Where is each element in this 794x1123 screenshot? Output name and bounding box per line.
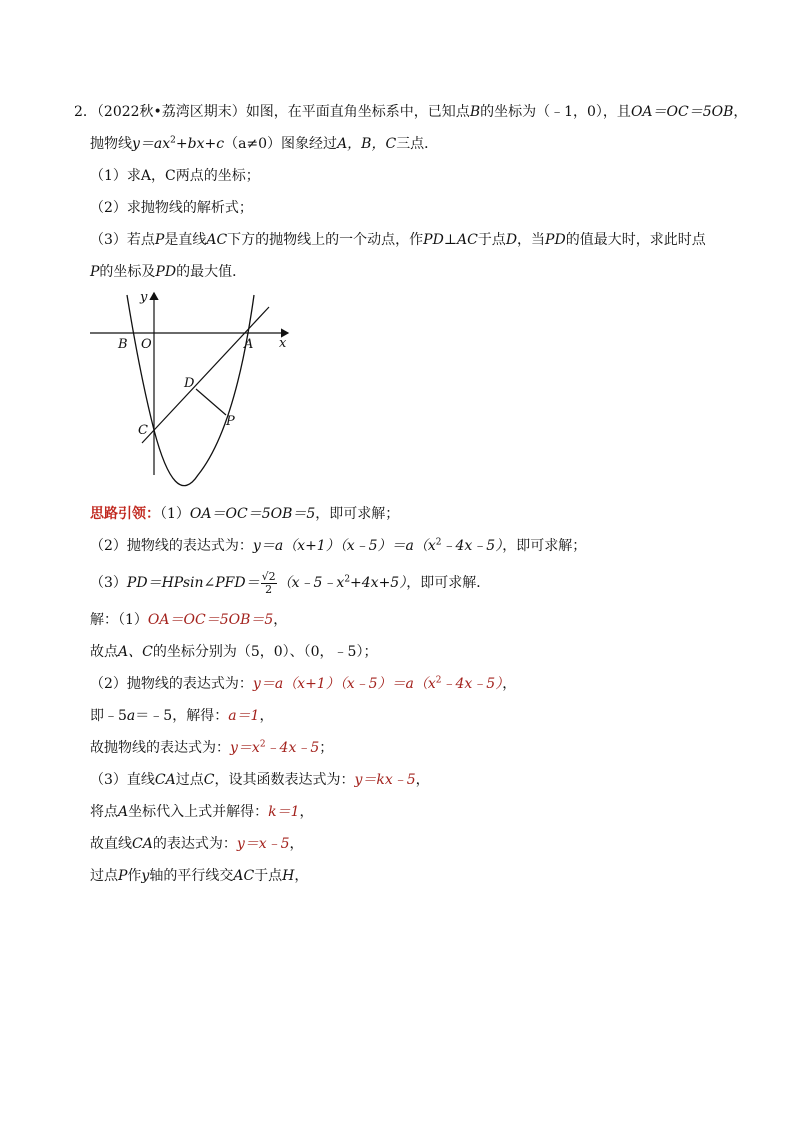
question-3-line-2 — [90, 262, 246, 282]
coordinate-figure — [80, 285, 300, 495]
text: ， — [273, 612, 288, 628]
text: 解：（1） — [90, 612, 148, 628]
solution-eq: y＝a（x+1）（x﹣5）＝a（x — [252, 676, 436, 692]
punct: ， — [733, 104, 748, 120]
text: 将点 — [90, 804, 118, 820]
text: ， — [415, 772, 430, 788]
hint-eq: （x﹣5﹣x — [277, 575, 345, 591]
parabola-eq-rest: +bx+c — [175, 136, 225, 152]
hint-line-3 — [90, 568, 490, 598]
text: 的坐标分别为（5，0）、（0，﹣5）； — [152, 644, 378, 660]
text: ，设其函数表达式为： — [214, 772, 355, 788]
var: H — [282, 868, 295, 884]
sup: 2 — [435, 675, 442, 686]
points: A，B，C — [337, 136, 397, 152]
sup: 2 — [435, 537, 442, 548]
solution-eq: y＝kx﹣5 — [354, 772, 416, 788]
solution-eq: k＝1 — [268, 804, 300, 820]
problem-coord: 的坐标为（﹣1，0），且 — [480, 104, 631, 120]
text: （3）直线 — [90, 772, 155, 788]
question-2: （2）求抛物线的解析式； — [90, 200, 253, 216]
problem-number: 2． — [74, 104, 97, 120]
text: 的最大值． — [176, 264, 247, 280]
text: （1） — [160, 506, 190, 522]
text: ， — [289, 836, 304, 852]
point-b-ref: B — [469, 104, 481, 120]
problem-source: （2022秋•荔湾区期末） — [96, 104, 246, 120]
text: （3） — [90, 575, 127, 591]
label-p: P — [226, 414, 235, 429]
sup: 2 — [259, 739, 266, 750]
var-y: y — [132, 136, 140, 152]
text: 故抛物线的表达式为： — [90, 740, 230, 756]
question-1: （1）求A，C两点的坐标； — [90, 168, 260, 184]
sup: 2 — [344, 574, 351, 585]
solution-line-8 — [90, 866, 308, 886]
label-y: y — [140, 290, 148, 305]
segment-pd — [196, 389, 226, 415]
text: ， — [259, 708, 274, 724]
label-x: x — [279, 336, 287, 351]
text: 故直线 — [90, 836, 132, 852]
label-b: B — [118, 337, 128, 352]
text: 即﹣5 — [90, 708, 127, 724]
text: （2）抛物线的表达式为： — [90, 676, 253, 692]
text: ＝﹣5，解得： — [135, 708, 229, 724]
problem-line-1 — [74, 102, 747, 122]
problem-stem: 如图，在平面直角坐标系中，已知点 — [245, 104, 470, 120]
condition: （a≠0）图象经过 — [224, 136, 338, 152]
label-d: D — [184, 376, 195, 391]
text: ； — [319, 740, 334, 756]
text: 三点． — [396, 136, 439, 152]
var: AC — [233, 868, 255, 884]
hint-eq: PD＝HPsin∠PFD＝ — [126, 575, 260, 591]
solution-line-4 — [90, 738, 333, 758]
text: ，即可求解． — [406, 575, 491, 591]
text: 于点 — [254, 868, 283, 884]
hint-line-2 — [90, 536, 586, 556]
solution-eq: y＝x﹣5 — [236, 836, 290, 852]
solution-line-0 — [90, 610, 287, 630]
var: PD — [545, 232, 566, 248]
var: AC — [206, 232, 228, 248]
text: 过点 — [90, 868, 118, 884]
hint-eq: +4x+5） — [350, 575, 407, 591]
solution-line-3 — [90, 706, 273, 726]
text: 的表达式为： — [152, 836, 237, 852]
text: 过点 — [175, 772, 204, 788]
var: P — [90, 264, 100, 280]
text: 的坐标及 — [99, 264, 156, 280]
var: A、C — [118, 644, 153, 660]
denominator: 2 — [265, 582, 273, 596]
hint-line-1 — [90, 504, 399, 524]
var: P — [118, 868, 128, 884]
parabola-eq: ＝ax — [139, 136, 171, 152]
text: 下方的抛物线上的一个动点，作 — [227, 232, 424, 248]
solution-eq: a＝1 — [228, 708, 260, 724]
text: 抛物线 — [90, 136, 132, 152]
solution-line-7 — [90, 834, 304, 854]
solution-line-6 — [90, 802, 314, 822]
solution-line-1 — [90, 642, 377, 662]
text: （3）若点 — [90, 232, 155, 248]
text: ，即可求解； — [502, 538, 587, 554]
text: （2）抛物线的表达式为： — [90, 538, 253, 554]
text: ， — [502, 676, 517, 692]
label-c: C — [138, 423, 148, 438]
text: ， — [299, 804, 314, 820]
text: 是直线 — [164, 232, 207, 248]
solution-eq: y＝x — [230, 740, 260, 756]
var: C — [203, 772, 215, 788]
hint-eq: OA＝OC＝5OB＝5 — [189, 506, 316, 522]
var: CA — [132, 836, 153, 852]
var: a — [126, 708, 136, 724]
var: D — [505, 232, 518, 248]
label-o: O — [141, 337, 152, 352]
text: 于点 — [477, 232, 506, 248]
var: CA — [154, 772, 176, 788]
solution-eq: OA＝OC＝5OB＝5 — [147, 612, 274, 628]
text: ，即可求解； — [315, 506, 400, 522]
problem-equation: OA＝OC＝5OB — [630, 104, 734, 120]
hint-eq: ﹣4x﹣5） — [441, 538, 503, 554]
text: 轴的平行线交 — [149, 868, 234, 884]
sup: 2 — [170, 135, 176, 146]
var: A — [118, 804, 129, 820]
text: 的值最大时，求此时点 — [565, 232, 706, 248]
question-3-line-1 — [90, 230, 706, 250]
var: PD⊥AC — [423, 232, 478, 248]
fraction — [261, 571, 277, 596]
solution-line-5 — [90, 770, 430, 790]
var: P — [154, 232, 165, 248]
numerator: √2 — [261, 569, 276, 583]
text: ， — [294, 868, 309, 884]
hint-title: 思路引领： — [90, 506, 160, 522]
text: ，当 — [517, 232, 546, 248]
label-a: A — [244, 337, 254, 352]
var: y — [141, 868, 150, 884]
solution-eq: ﹣4x﹣5） — [441, 676, 503, 692]
hint-eq: y＝a（x+1）（x﹣5）＝a（x — [252, 538, 436, 554]
text: 坐标代入上式并解得： — [128, 804, 269, 820]
solution-eq: ﹣4x﹣5 — [265, 740, 320, 756]
text: 作 — [127, 868, 142, 884]
line-ca — [142, 307, 269, 443]
text: 故点 — [90, 644, 118, 660]
var: PD — [155, 264, 177, 280]
solution-line-2 — [90, 674, 516, 694]
problem-line-2 — [90, 134, 438, 154]
